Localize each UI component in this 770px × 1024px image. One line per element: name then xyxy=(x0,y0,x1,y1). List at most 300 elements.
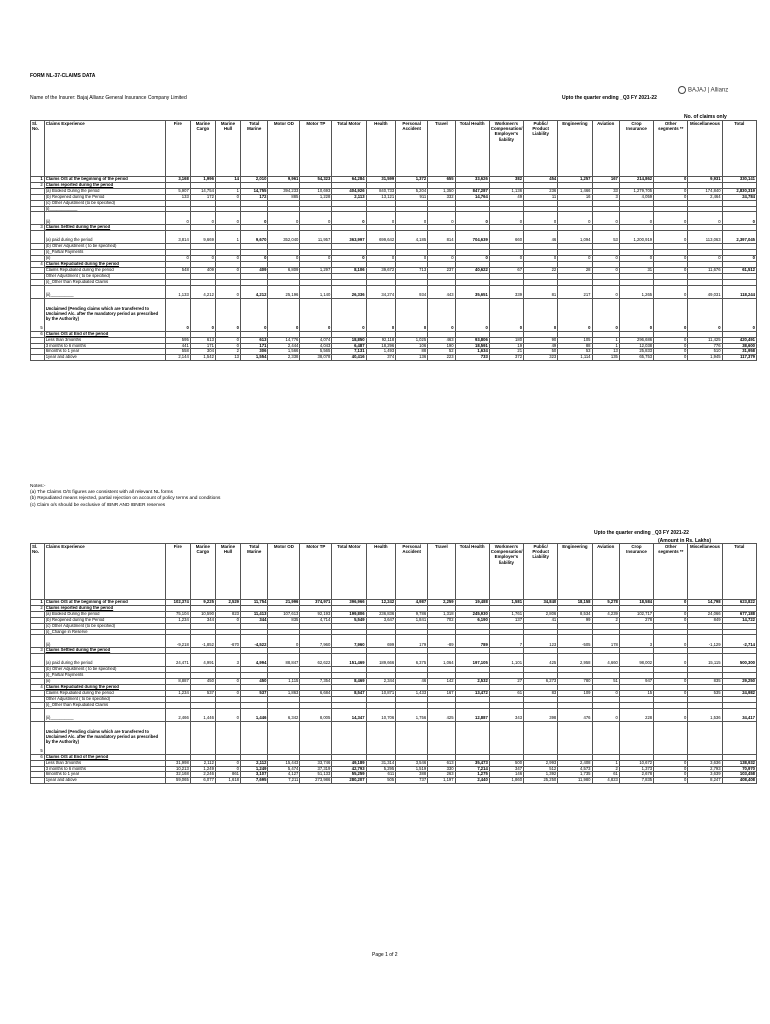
data-cell: 1,466 xyxy=(558,188,592,194)
data-cell: 0 xyxy=(654,188,688,194)
serial-number xyxy=(31,285,45,298)
data-cell: -1,852 xyxy=(190,635,215,648)
data-cell: 510 xyxy=(688,349,722,355)
serial-number: 6 xyxy=(31,331,45,337)
data-cell: 1,297 xyxy=(300,267,332,273)
data-cell: 1,101 xyxy=(489,654,523,667)
data-cell xyxy=(455,721,489,754)
data-cell: 0 xyxy=(428,256,455,262)
data-cell: 0 xyxy=(215,212,240,225)
data-cell: 1,841 xyxy=(396,617,428,623)
data-cell: 0 xyxy=(241,256,268,262)
data-cell: 4,714 xyxy=(300,617,332,623)
row-label: (b) Other Adjustment ( to be specified) xyxy=(44,667,165,673)
serial-number: 5 xyxy=(31,298,45,331)
data-cell: 0 xyxy=(688,256,722,262)
data-cell: 0 xyxy=(722,212,756,225)
data-cell: 0 xyxy=(654,256,688,262)
column-header: Sl. No. xyxy=(31,544,45,600)
data-cell: 49 xyxy=(489,194,523,200)
data-cell: 0 xyxy=(332,298,366,331)
data-cell: 0 xyxy=(722,256,756,262)
data-cell: 49,189 xyxy=(332,760,366,766)
data-cell: 374 xyxy=(366,355,396,361)
row-label: Claims reported during the period xyxy=(44,182,165,188)
data-cell: 0 xyxy=(165,256,190,262)
data-cell: 61 xyxy=(489,690,523,696)
data-cell: -505 xyxy=(558,635,592,648)
data-cell: 52 xyxy=(428,349,455,355)
serial-number xyxy=(31,355,45,361)
data-cell: 7,354 xyxy=(300,679,332,685)
insurer-name: Name of the Insurer: Bajaj Allianz General Insurance Company Limited xyxy=(30,95,187,101)
data-cell: 323 xyxy=(524,355,558,361)
data-cell: 136 xyxy=(396,355,428,361)
data-cell: 0 xyxy=(366,298,396,331)
column-header: Marine Hull xyxy=(215,121,240,177)
data-cell: 8,887 xyxy=(165,679,190,685)
data-cell: 1,519 xyxy=(396,766,428,772)
data-cell: 0 xyxy=(215,760,240,766)
serial-number: 3 xyxy=(31,225,45,231)
data-cell: 0 xyxy=(300,212,332,225)
data-cell: 2,444 xyxy=(268,343,300,349)
data-cell: 167 xyxy=(428,690,455,696)
data-cell: 53 xyxy=(592,231,619,244)
data-cell: 0 xyxy=(396,212,428,225)
data-cell: 27 xyxy=(489,679,523,685)
data-cell: 0 xyxy=(300,298,332,331)
data-cell: 0 xyxy=(592,298,619,331)
data-cell: 0 xyxy=(268,635,300,648)
data-cell: 11 xyxy=(524,194,558,200)
column-header: Claims Experience xyxy=(44,121,165,177)
data-cell: 344 xyxy=(241,617,268,623)
data-cell: 33,746 xyxy=(300,760,332,766)
data-cell: 24,784 xyxy=(722,194,756,200)
row-label: (ii) xyxy=(44,635,165,648)
data-cell: 613 xyxy=(190,337,215,343)
data-cell: 1,350 xyxy=(428,188,455,194)
column-header: Total Motor xyxy=(332,544,366,600)
data-cell: 0 xyxy=(332,212,366,225)
data-cell: 223 xyxy=(428,355,455,361)
data-cell: 6,684 xyxy=(300,690,332,696)
data-cell: 40,416 xyxy=(332,355,366,361)
data-cell: 178 xyxy=(592,635,619,648)
data-cell: 10,706 xyxy=(366,708,396,721)
data-cell: 0 xyxy=(300,256,332,262)
column-header: Claims Experience xyxy=(44,544,165,600)
data-cell: 1,279,705 xyxy=(619,188,653,194)
data-cell: 1,581 xyxy=(489,600,523,606)
table-row xyxy=(31,285,757,298)
row-label: (c) Other Adjustment (to be specified) xyxy=(44,200,165,206)
data-cell: 2,338 xyxy=(268,355,300,361)
data-cell: 14 xyxy=(215,177,240,183)
data-cell: 780 xyxy=(558,679,592,685)
data-cell: 38,600 xyxy=(722,343,756,349)
data-cell: 372 xyxy=(489,355,523,361)
serial-number xyxy=(31,635,45,648)
data-cell: 1,860 xyxy=(489,778,523,784)
data-cell: 613 xyxy=(241,337,268,343)
data-cell xyxy=(654,721,688,754)
data-cell: 0 xyxy=(654,600,688,606)
data-cell: 15,115 xyxy=(688,654,722,667)
data-cell: 13,121 xyxy=(366,194,396,200)
data-cell: 12,242 xyxy=(366,600,396,606)
data-cell: 3,168 xyxy=(165,177,190,183)
data-cell: 103,458 xyxy=(722,772,756,778)
row-label: Claims Repudiated during the period xyxy=(44,690,165,696)
table-row xyxy=(31,654,757,667)
data-cell: 339 xyxy=(489,285,523,298)
data-cell: 50 xyxy=(524,349,558,355)
data-cell: 454 xyxy=(524,177,558,183)
data-cell: 425 xyxy=(524,654,558,667)
data-cell: 398 xyxy=(524,708,558,721)
data-cell: 9,225 xyxy=(190,600,215,606)
row-label: Other Adjustment ( to be specified) xyxy=(44,273,165,279)
column-header: Other segments ** xyxy=(654,121,688,177)
quarter-label: Upto the quarter ending _Q3 FY 2021-22 xyxy=(562,95,657,101)
column-header: Health xyxy=(366,121,396,177)
column-header: Travel xyxy=(428,121,455,177)
data-cell: 537 xyxy=(190,690,215,696)
data-cell: 12,887 xyxy=(455,708,489,721)
data-cell: 934 xyxy=(396,285,428,298)
column-header: Total xyxy=(722,121,756,177)
row-label: (ii) xyxy=(44,212,165,225)
data-cell: 0 xyxy=(654,766,688,772)
data-cell: 14,754 xyxy=(190,188,215,194)
row-label: Claims reported during the period xyxy=(44,605,165,611)
data-cell: 12,038 xyxy=(619,343,653,349)
data-cell: 823 xyxy=(215,611,240,617)
data-cell: -4,522 xyxy=(241,635,268,648)
data-cell: 304 xyxy=(190,349,215,355)
data-cell: 3 xyxy=(592,194,619,200)
data-cell: 388 xyxy=(396,772,428,778)
data-cell: 1,493 xyxy=(366,349,396,355)
data-cell: 138,932 xyxy=(722,760,756,766)
data-cell: 2,529 xyxy=(215,600,240,606)
data-cell: 2,112 xyxy=(190,760,215,766)
data-cell: 171 xyxy=(190,343,215,349)
claims-count-table xyxy=(30,120,757,361)
data-cell: 37,319 xyxy=(300,766,332,772)
data-cell: 450 xyxy=(190,679,215,685)
data-cell: 6,487 xyxy=(332,343,366,349)
data-cell: 0 xyxy=(268,256,300,262)
data-cell: 0 xyxy=(489,212,523,225)
form-title: FORM NL-37-CLAIMS DATA xyxy=(30,73,96,79)
data-cell: 31,998 xyxy=(165,760,190,766)
data-cell: 8,547 xyxy=(332,690,366,696)
data-cell: 409 xyxy=(190,267,215,273)
row-label: 1year and above xyxy=(44,355,165,361)
row-label: (a) paid during the period xyxy=(44,654,165,667)
data-cell: 93,806 xyxy=(455,337,489,343)
data-cell: 263 xyxy=(428,772,455,778)
table-row xyxy=(31,721,757,754)
data-cell: 22 xyxy=(524,267,558,273)
data-cell: 0 xyxy=(654,212,688,225)
data-cell: 699 xyxy=(366,635,396,648)
data-cell: 0 xyxy=(524,298,558,331)
data-cell: 25,250 xyxy=(524,778,558,784)
data-cell: 18,850 xyxy=(332,337,366,343)
data-cell: 11,413 xyxy=(241,611,268,617)
data-cell: 2,113 xyxy=(332,194,366,200)
data-cell: 25,196 xyxy=(268,285,300,298)
data-cell: 90 xyxy=(524,337,558,343)
data-cell: 1,265 xyxy=(619,285,653,298)
data-cell: 4,212 xyxy=(241,285,268,298)
data-cell: 443 xyxy=(428,285,455,298)
data-cell: 31 xyxy=(619,267,653,273)
data-cell: 1,234 xyxy=(165,617,190,623)
row-label: (a) Booked During the period xyxy=(44,611,165,617)
column-header: Total Motor xyxy=(332,121,366,177)
row-label: (i)_Partial Payments xyxy=(44,673,165,679)
row-label: (a) paid during the period xyxy=(44,231,165,244)
data-cell: 34,274 xyxy=(366,285,396,298)
row-label: 6months to 1 year xyxy=(44,349,165,355)
data-cell: 7 xyxy=(489,635,523,648)
data-cell: 5,907 xyxy=(165,188,190,194)
data-cell: 102,374 xyxy=(165,600,190,606)
data-cell: 347 xyxy=(489,766,523,772)
data-cell: 7,214 xyxy=(455,766,489,772)
column-header: Aviation xyxy=(592,544,619,600)
data-cell: 31,599 xyxy=(366,177,396,183)
data-cell: 6,077 xyxy=(190,778,215,784)
serial-number: 2 xyxy=(31,605,45,611)
data-cell: 0 xyxy=(366,212,396,225)
row-label: Other Adjustment ( to be specified) xyxy=(44,696,165,702)
data-cell: 197,105 xyxy=(455,654,489,667)
data-cell: 65,753 xyxy=(619,355,653,361)
data-cell: 0 xyxy=(215,337,240,343)
data-cell: 0 xyxy=(489,298,523,331)
data-cell xyxy=(396,721,428,754)
data-cell: 179 xyxy=(396,635,428,648)
data-cell: 1,392 xyxy=(524,772,558,778)
serial-number: 1 xyxy=(31,600,45,606)
data-cell: 595 xyxy=(165,337,190,343)
data-cell: 1,094 xyxy=(558,231,592,244)
page-number: Page 1 of 2 xyxy=(372,952,398,958)
data-cell: 3,636 xyxy=(688,760,722,766)
data-cell: 2,440 xyxy=(455,778,489,784)
data-cell: 88 xyxy=(396,349,428,355)
data-cell: 1,554 xyxy=(241,355,268,361)
data-cell: 1,318 xyxy=(428,611,455,617)
data-cell: 0 xyxy=(654,778,688,784)
column-header: Workmen's Compensation/ Employer's liability xyxy=(489,121,523,177)
data-cell: 2,259 xyxy=(428,600,455,606)
row-label: (c) Other Adjustment (to be specified) xyxy=(44,623,165,629)
data-cell: 10,672 xyxy=(619,760,653,766)
data-cell: 558 xyxy=(165,349,190,355)
data-cell: 31,958 xyxy=(722,349,756,355)
data-cell: 0 xyxy=(654,760,688,766)
data-cell: 9,670 xyxy=(241,231,268,244)
data-cell: 1 xyxy=(592,337,619,343)
column-header: Travel xyxy=(428,544,455,600)
data-cell: 0 xyxy=(654,772,688,778)
data-cell: 0 xyxy=(165,298,190,331)
note-line: (c) Claim o/s should be exclusive of IBNR AND IBNER reserves xyxy=(30,502,166,508)
data-cell: 0 xyxy=(190,298,215,331)
claims-amount-table xyxy=(30,543,757,784)
data-cell: 25,833 xyxy=(619,349,653,355)
data-cell: 1,025 xyxy=(396,337,428,343)
data-cell: 1,536 xyxy=(688,708,722,721)
data-cell xyxy=(300,721,332,754)
column-header: Marine Hull xyxy=(215,544,240,600)
data-cell: 9,931 xyxy=(688,177,722,183)
data-cell: 7,960 xyxy=(332,635,366,648)
data-cell: 2,532 xyxy=(455,679,489,685)
data-cell: 99 xyxy=(558,617,592,623)
data-cell: 42,793 xyxy=(332,766,366,772)
data-cell: 8,247 xyxy=(688,778,722,784)
data-cell: 1,257 xyxy=(558,177,592,183)
data-cell: 1,735 xyxy=(558,772,592,778)
data-cell: 4,043 xyxy=(300,343,332,349)
data-cell: 18,296 xyxy=(366,343,396,349)
data-cell xyxy=(241,721,268,754)
data-cell: 33 xyxy=(592,188,619,194)
row-label: (a) Booked During the period xyxy=(44,188,165,194)
data-cell: 10,871 xyxy=(366,690,396,696)
data-cell: 14,347 xyxy=(332,708,366,721)
data-cell: 11,980 xyxy=(558,778,592,784)
data-cell xyxy=(558,721,592,754)
data-cell: 0 xyxy=(215,194,240,200)
data-cell: 59,065 xyxy=(165,778,190,784)
row-label: Claims Settled during the period xyxy=(44,225,165,231)
data-cell: 2,464 xyxy=(688,194,722,200)
data-cell: 13 xyxy=(215,355,240,361)
data-cell: 39,672 xyxy=(366,267,396,273)
data-cell: 64,284 xyxy=(332,177,366,183)
data-cell: 49,031 xyxy=(688,285,722,298)
data-cell: 0 xyxy=(215,285,240,298)
data-cell: 151,469 xyxy=(332,654,366,667)
data-cell: 1,542 xyxy=(190,355,215,361)
data-cell: 2,344 xyxy=(366,679,396,685)
data-cell: 2,112 xyxy=(241,760,268,766)
data-cell: 363,997 xyxy=(332,231,366,244)
row-label: Claims Repudiated during the period xyxy=(44,267,165,273)
data-cell: 1 xyxy=(592,343,619,349)
data-cell: 776 xyxy=(688,343,722,349)
row-label: Claims Repudiated during the period xyxy=(44,685,165,691)
row-label: (i)_Other than Repudiated Claims xyxy=(44,279,165,285)
data-cell: 1,133 xyxy=(165,285,190,298)
data-cell: 1,634 xyxy=(455,349,489,355)
data-cell: 0 xyxy=(215,256,240,262)
data-cell: 2,806 xyxy=(524,611,558,617)
data-cell: 613 xyxy=(428,760,455,766)
data-cell: 7,960 xyxy=(300,635,332,648)
row-label: Claims O/S at End of the period xyxy=(44,754,165,760)
serial-number xyxy=(31,654,45,667)
data-cell: 46 xyxy=(396,679,428,685)
data-cell: 702 xyxy=(428,617,455,623)
data-cell xyxy=(722,721,756,754)
data-cell: 2,010 xyxy=(241,177,268,183)
serial-number: 3 xyxy=(31,648,45,654)
column-header: Motor TP xyxy=(300,121,332,177)
data-cell: 117,379 xyxy=(722,355,756,361)
table-row xyxy=(31,778,757,784)
data-cell: 330 xyxy=(428,766,455,772)
data-cell: 0 xyxy=(654,690,688,696)
data-cell: 8,106 xyxy=(332,267,366,273)
data-cell: 0 xyxy=(215,690,240,696)
column-header: Crop Insurance xyxy=(619,121,653,177)
data-cell: 0 xyxy=(215,708,240,721)
data-cell: 51 xyxy=(592,679,619,685)
row-label: (b) Other Adjustment ( to be specified) xyxy=(44,244,165,250)
column-header: Crop Insurance xyxy=(619,544,653,600)
data-cell: 861 xyxy=(215,772,240,778)
data-cell: 8,005 xyxy=(300,708,332,721)
row-label: (i)_Other than Repudiated Claims xyxy=(44,702,165,708)
data-cell: 441 xyxy=(165,343,190,349)
column-header: Workmen's Compensation/ Employer's liability xyxy=(489,544,523,600)
data-cell: 19,488 xyxy=(455,600,489,606)
serial-number: 5 xyxy=(31,721,45,754)
data-cell: 3,107 xyxy=(241,772,268,778)
data-cell: 0 xyxy=(654,267,688,273)
data-cell: 611 xyxy=(366,772,396,778)
data-cell: 0 xyxy=(268,212,300,225)
data-cell: 34,840 xyxy=(524,600,558,606)
data-cell: 0 xyxy=(455,256,489,262)
company-logo xyxy=(678,86,728,94)
column-header: Personal Accident xyxy=(396,121,428,177)
data-cell: 4,185 xyxy=(396,231,428,244)
note-line: Notes:- xyxy=(30,484,46,489)
data-cell: 2,246 xyxy=(190,772,215,778)
data-cell: 4,059 xyxy=(619,194,653,200)
data-cell: 1,249 xyxy=(241,766,268,772)
data-cell: 33,626 xyxy=(455,177,489,183)
data-cell: 2,993 xyxy=(524,760,558,766)
data-cell xyxy=(592,721,619,754)
row-label: Less than 3months xyxy=(44,760,165,766)
data-cell: 40,622 xyxy=(455,267,489,273)
row-label: (ii)__________ xyxy=(44,285,165,298)
data-cell: 306 xyxy=(241,349,268,355)
data-cell: 31,314 xyxy=(366,760,396,766)
column-header: Other segments ** xyxy=(654,544,688,600)
data-cell: 81 xyxy=(524,285,558,298)
data-cell: 8,469 xyxy=(332,679,366,685)
column-header: Sl. No. xyxy=(31,121,45,177)
data-cell: 835 xyxy=(268,617,300,623)
serial-number: 2 xyxy=(31,182,45,188)
data-cell: 0 xyxy=(241,212,268,225)
data-cell: 5,549 xyxy=(332,617,366,623)
data-cell: 4,991 xyxy=(190,654,215,667)
